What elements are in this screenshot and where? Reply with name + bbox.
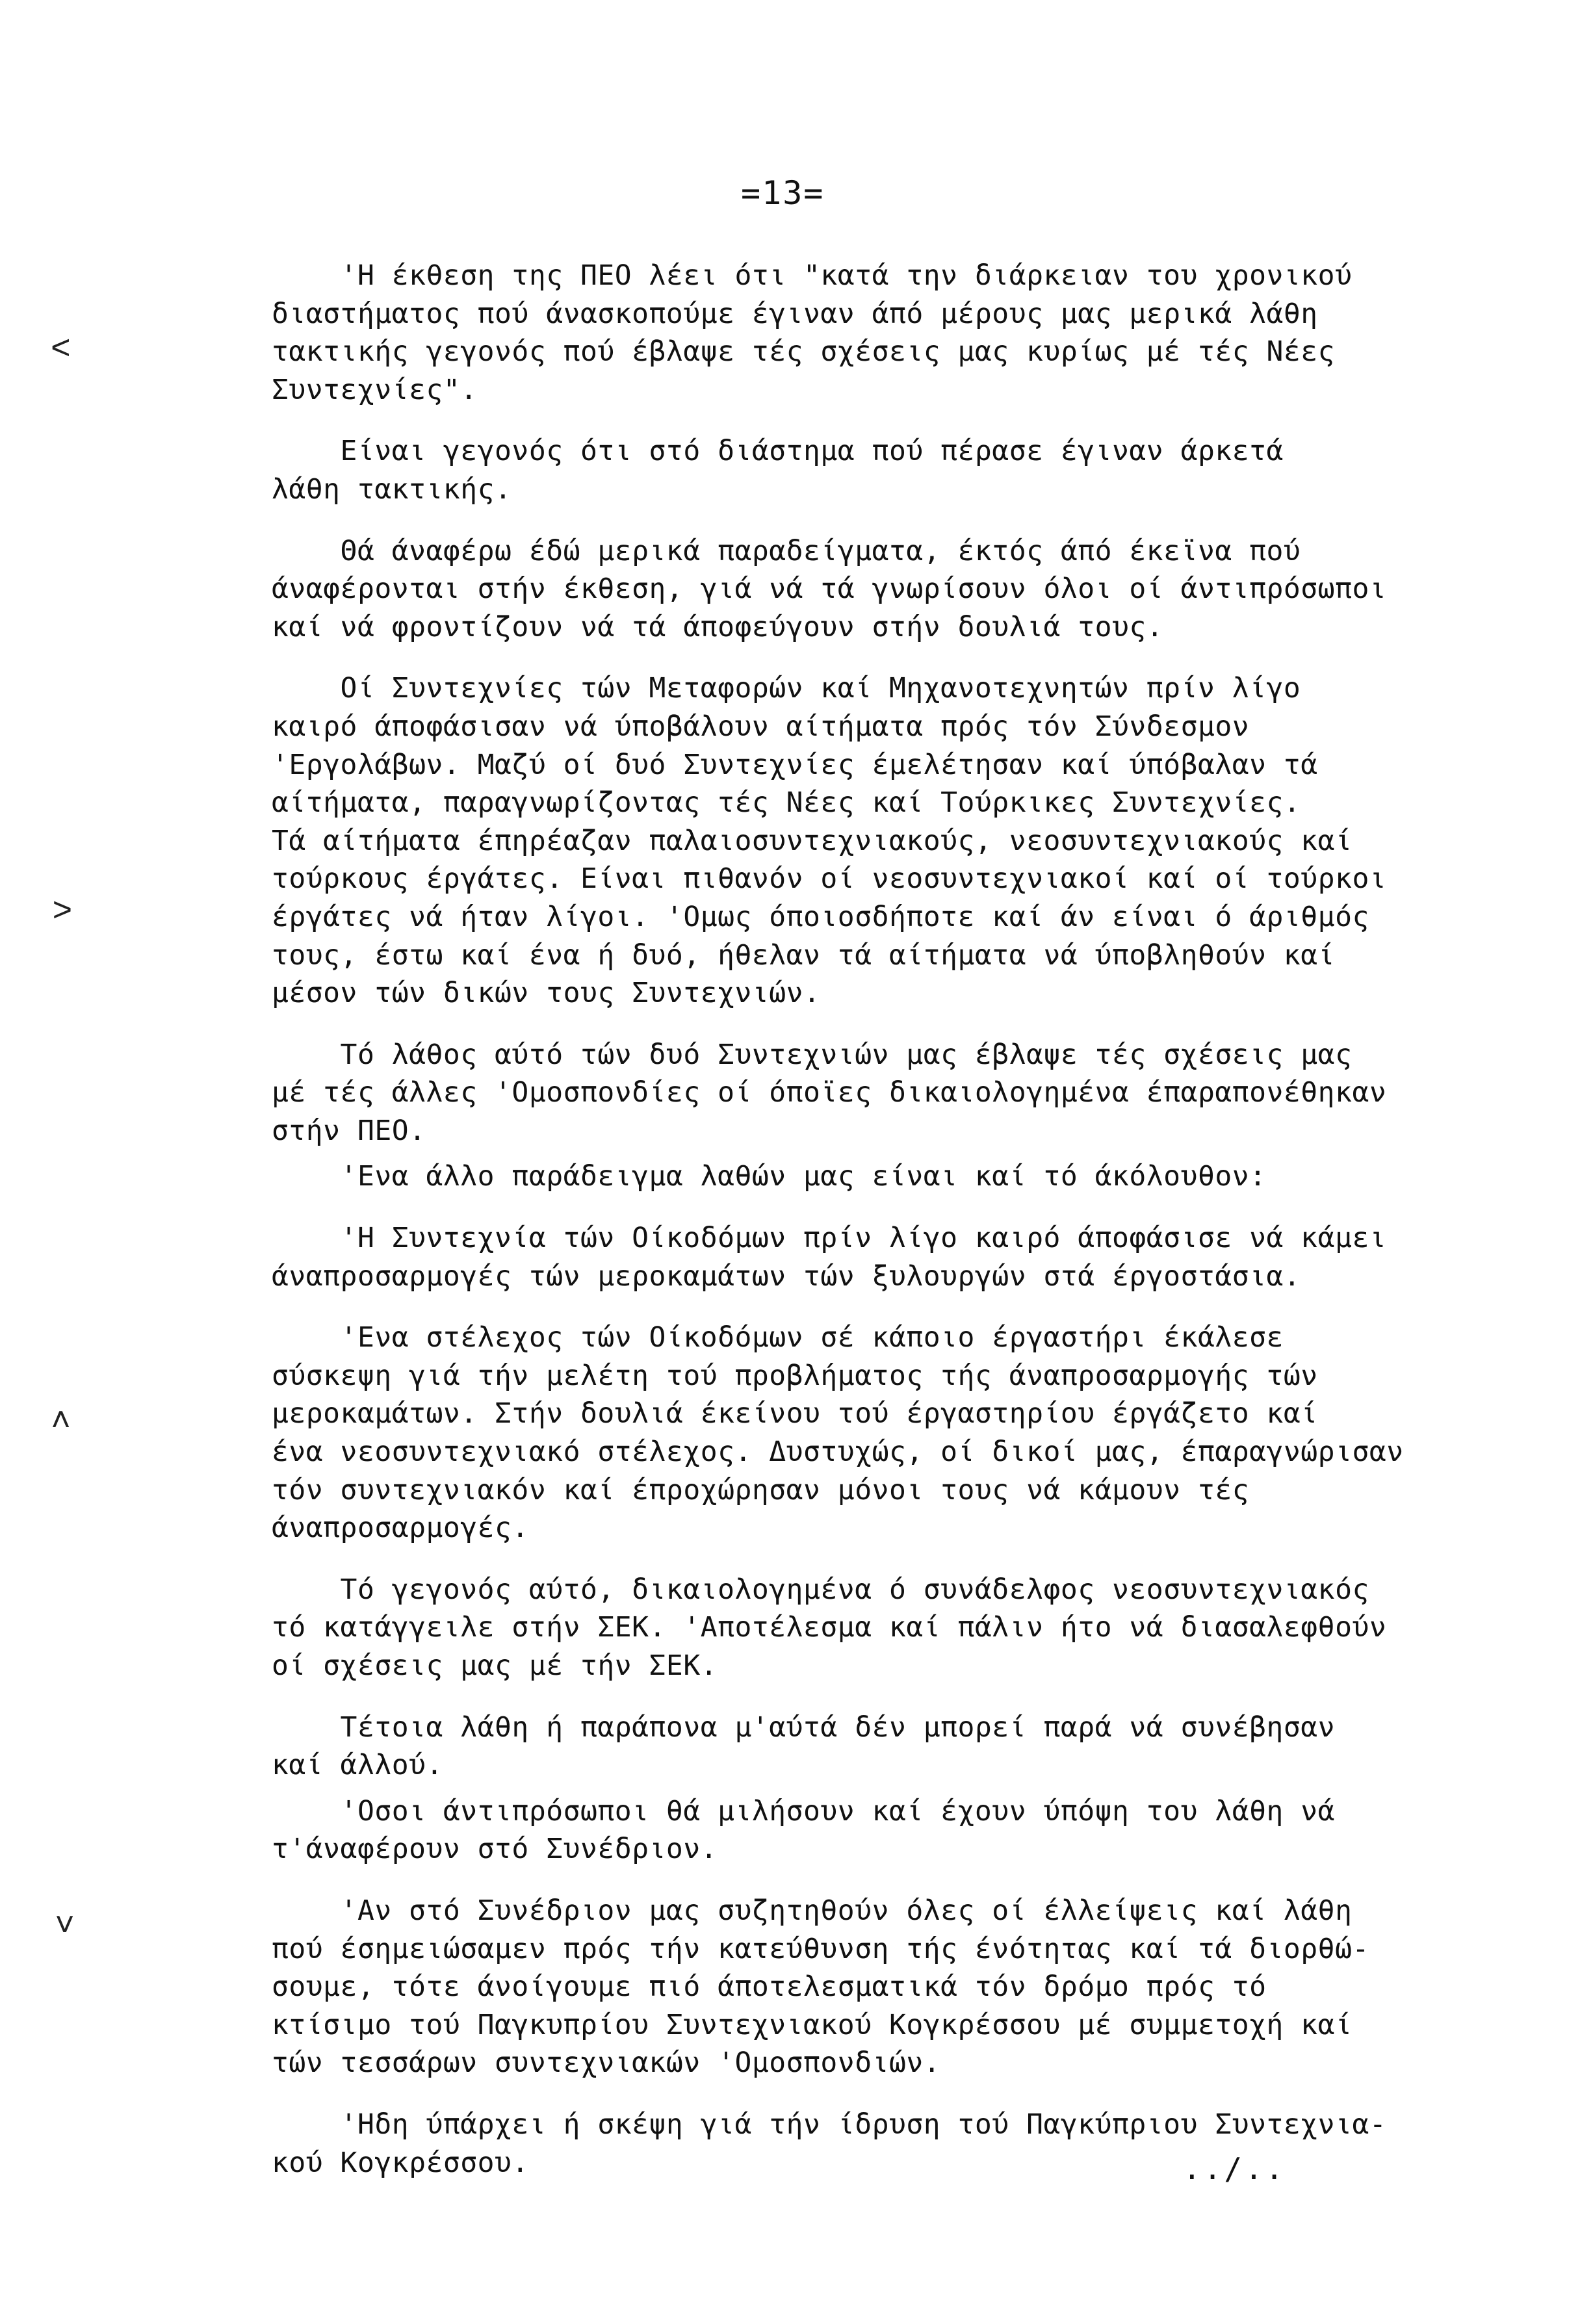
text-line: ένα νεοσυντεχνιακό στέλεχος. Δυστυχώς, οί δικοί μας, έπαραγνώρισαν bbox=[272, 1436, 1404, 1469]
text-line: καιρό άποφάσισαν νά ύποβάλουν αίτήματα πρός τόν Σύνδεσμον bbox=[272, 710, 1250, 743]
text-line: 'Ηδη ύπάρχει ή σκέψη γιά τήν ίδρυση τού Παγκύπριου Συντεχνια- bbox=[272, 2108, 1387, 2141]
text-line: καί άλλού. bbox=[272, 1749, 443, 1782]
text-line: έργάτες νά ήταν λίγοι. 'Ομως όποιοσδήποτε καί άν είναι ό άριθμός bbox=[272, 900, 1369, 933]
text-line: άναπροσαρμογές. bbox=[272, 1512, 529, 1545]
text-line: Συντεχνίες". bbox=[272, 373, 478, 406]
paragraph bbox=[272, 1571, 1539, 1685]
text-line: κτίσιμο τού Παγκυπρίου Συντεχνιακού Κογκρέσσου μέ συμμετοχή καί bbox=[272, 2008, 1353, 2041]
document-body bbox=[272, 257, 1539, 2182]
text-line: λάθη τακτικής. bbox=[272, 472, 512, 506]
text-line: τους, έστω καί ένα ή δυό, ήθελαν τά αίτήματα νά ύποβληθούν καί bbox=[272, 938, 1336, 972]
text-line: Τό γεγονός αύτό, δικαιολογημένα ό συνάδελφος νεοσυντεχνιακός bbox=[272, 1573, 1369, 1606]
margin-mark: ˄ bbox=[51, 1401, 71, 1440]
paragraph bbox=[272, 1792, 1539, 1868]
paragraph bbox=[272, 2106, 1539, 2182]
text-line: μέ τές άλλες 'Ομοσπονδίες οί όποϊες δικαιολογημένα έπαραπονέθηκαν bbox=[272, 1076, 1387, 1109]
paragraph bbox=[272, 1319, 1539, 1547]
text-line: 'Ενα άλλο παράδειγμα λαθών μας είναι καί τό άκόλουθον: bbox=[272, 1160, 1267, 1193]
text-line: τακτικής γεγονός πού έβλαψε τές σχέσεις μας κυρίως μέ τές Νέες bbox=[272, 335, 1336, 368]
text-line: πού έσημειώσαμεν πρός τήν κατεύθυνση τής ένότητας καί τά διορθώ- bbox=[272, 1932, 1369, 1965]
text-line: Τό λάθος αύτό τών δυό Συντεχνιών μας έβλαψε τές σχέσεις μας bbox=[272, 1038, 1353, 1071]
paragraph bbox=[272, 257, 1539, 409]
text-line: Θά άναφέρω έδώ μερικά παραδείγματα, έκτός άπό έκεϊνα πού bbox=[272, 534, 1301, 567]
text-line: τό κατάγγειλε στήν ΣΕΚ. 'Αποτέλεσμα καί πάλιν ήτο νά διασαλεφθούν bbox=[272, 1611, 1387, 1644]
paragraph bbox=[272, 1892, 1539, 2082]
text-line: αίτήματα, παραγνωρίζοντας τές Νέες καί Τούρκικες Συντεχνίες. bbox=[272, 786, 1301, 820]
text-line: 'Οσοι άντιπρόσωποι θά μιλήσουν καί έχουν ύπόψη του λάθη νά bbox=[272, 1794, 1336, 1827]
text-line: διαστήματος πού άνασκοπούμε έγιναν άπό μέρους μας μερικά λάθη bbox=[272, 297, 1318, 330]
text-line: 'Αν στό Συνέδριον μας συζητηθούν όλες οί έλλείψεις καί λάθη bbox=[272, 1894, 1353, 1927]
text-line: μεροκαμάτων. Στήν δουλιά έκείνου τού έργαστηρίου έργάζετο καί bbox=[272, 1397, 1318, 1430]
text-line: κού Κογκρέσσου. bbox=[272, 2146, 529, 2179]
text-line: Τά αίτήματα έπηρέαζαν παλαιοσυντεχνιακούς, νεοσυντεχνιακούς καί bbox=[272, 824, 1353, 857]
text-line: τ'άναφέρουν στό Συνέδριον. bbox=[272, 1833, 718, 1866]
margin-mark: ˅ bbox=[55, 1905, 75, 1944]
text-line: Τέτοια λάθη ή παράπονα μ'αύτά δέν μπορεί παρά νά συνέβησαν bbox=[272, 1711, 1336, 1744]
paragraph bbox=[272, 1157, 1539, 1196]
paragraph bbox=[272, 669, 1539, 1012]
text-line: τούρκους έργάτες. Είναι πιθανόν οί νεοσυντεχνιακοί καί οί τούρκοι bbox=[272, 862, 1387, 896]
text-line: 'Η Συντεχνία τών Οίκοδόμων πρίν λίγο καιρό άποφάσισε νά κάμει bbox=[272, 1222, 1387, 1255]
text-line: Είναι γεγονός ότι στό διάστημα πού πέρασε έγιναν άρκετά bbox=[272, 435, 1284, 468]
text-line: στήν ΠΕΟ. bbox=[272, 1114, 426, 1147]
text-line: σουμε, τότε άνοίγουμε πιό άποτελεσματικά τόν δρόμο πρός τό bbox=[272, 1970, 1267, 2004]
text-line: 'Εργολάβων. Μαζύ οί δυό Συντεχνίες έμελέτησαν καί ύπόβαλαν τά bbox=[272, 748, 1318, 781]
text-line: τών τεσσάρων συντεχνιακών 'Ομοσπονδιών. bbox=[272, 2046, 941, 2080]
text-line: σύσκεψη γιά τήν μελέτη τού προβλήματος τής άναπροσαρμογής τών bbox=[272, 1359, 1318, 1392]
text-line: 'Ενα στέλεχος τών Οίκοδόμων σέ κάποιο έργαστήρι έκάλεσε bbox=[272, 1321, 1284, 1354]
paragraph bbox=[272, 1709, 1539, 1785]
margin-mark: ˂ bbox=[51, 328, 71, 367]
text-line: τόν συντεχνιακόν καί έπροχώρησαν μόνοι τους νά κάμουν τές bbox=[272, 1473, 1250, 1506]
paragraph bbox=[272, 432, 1539, 508]
text-line: Οί Συντεχνίες τών Μεταφορών καί Μηχανοτεχνητών πρίν λίγο bbox=[272, 672, 1301, 705]
text-line: μέσον τών δικών τους Συντεχνιών. bbox=[272, 977, 821, 1010]
text-line: 'Η έκθεση της ΠΕΟ λέει ότι "κατά την διάρκειαν του χρονικού bbox=[272, 259, 1353, 292]
continuation-mark: ../.. bbox=[1183, 2151, 1286, 2186]
margin-mark: ˃ bbox=[52, 890, 73, 929]
paragraph bbox=[272, 1219, 1539, 1295]
text-line: άναφέρονται στήν έκθεση, γιά νά τά γνωρίσουν όλοι οί άντιπρόσωποι bbox=[272, 573, 1387, 606]
page-number: =13= bbox=[741, 174, 825, 212]
text-line: καί νά φροντίζουν νά τά άποφεύγουν στήν δουλιά τους. bbox=[272, 610, 1164, 643]
paragraph bbox=[272, 1036, 1539, 1150]
text-line: άναπροσαρμογές τών μεροκαμάτων τών ξυλουργών στά έργοστάσια. bbox=[272, 1259, 1301, 1293]
paragraph bbox=[272, 532, 1539, 647]
text-line: οί σχέσεις μας μέ τήν ΣΕΚ. bbox=[272, 1649, 718, 1682]
